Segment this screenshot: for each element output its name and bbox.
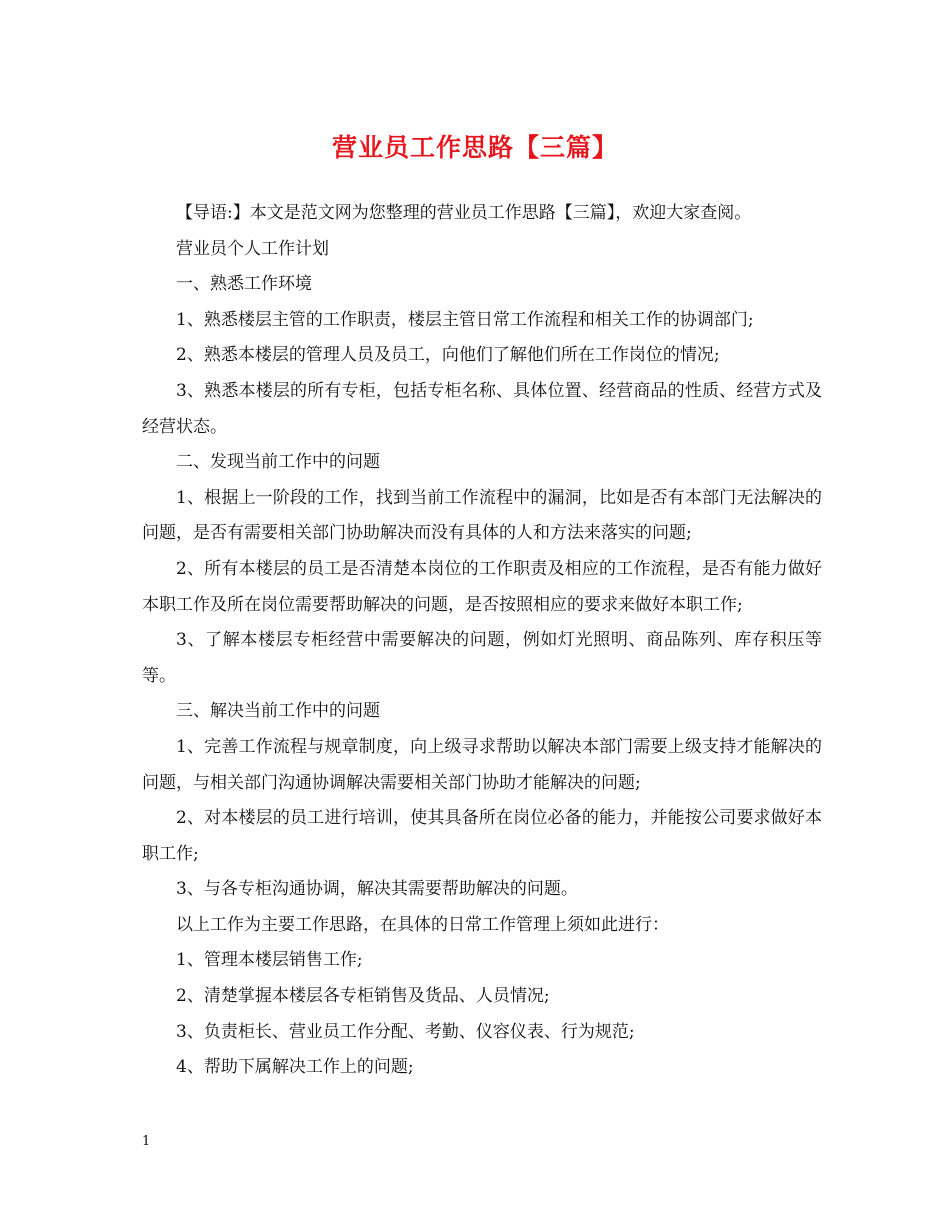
list-item: 3、熟悉本楼层的所有专柜，包括专柜名称、具体位置、经营商品的性质、经营方式及经营状态。 <box>142 380 822 437</box>
section-heading-3: 三、解决当前工作中的问题 <box>176 701 380 722</box>
list-item: 1、完善工作流程与规章制度，向上级寻求帮助以解决本部门需要上级支持才能解决的问题，与相关部门沟通协调解决需要相关部门协助才能解决的问题; <box>142 736 822 793</box>
list-item: 3、与各专柜沟通协调，解决其需要帮助解决的问题。 <box>176 879 578 900</box>
list-item: 3、负责柜长、营业员工作分配、考勤、仪容仪表、行为规范; <box>176 1021 635 1042</box>
list-item: 4、帮助下属解决工作上的问题; <box>176 1057 414 1078</box>
paragraph-intro: 【导语:】本文是范文网为您整理的营业员工作思路【三篇】，欢迎大家查阅。 <box>176 203 752 223</box>
paragraph-summary: 以上工作为主要工作思路，在具体的日常工作管理上须如此进行： <box>176 914 669 935</box>
list-item: 2、熟悉本楼层的管理人员及员工，向他们了解他们所在工作岗位的情况; <box>176 345 720 366</box>
list-item: 2、所有本楼层的员工是否清楚本岗位的工作职责及相应的工作流程，是否有能力做好本职工作及所在岗位需要帮助解决的问题，是否按照相应的要求来做好本职工作; <box>142 558 822 615</box>
section-heading-1: 一、熟悉工作环境 <box>176 274 312 295</box>
list-item: 2、清楚掌握本楼层各专柜销售及货品、人员情况; <box>176 986 550 1007</box>
document-body <box>142 196 822 1086</box>
page-number: 1 <box>142 1134 151 1149</box>
list-item: 1、根据上一阶段的工作，找到当前工作流程中的漏洞，比如是否有本部门无法解决的问题，是否有需要相关部门协助解决而没有具体的人和方法来落实的问题; <box>142 487 822 544</box>
list-item: 1、熟悉楼层主管的工作职责，楼层主管日常工作流程和相关工作的协调部门; <box>176 309 754 330</box>
document-title: 营业员工作思路【三篇】 <box>331 133 618 162</box>
list-item: 1、管理本楼层销售工作; <box>176 950 363 971</box>
section-heading-2: 二、发现当前工作中的问题 <box>176 452 380 473</box>
list-item: 2、对本楼层的员工进行培训，使其具备所在岗位必备的能力，并能按公司要求做好本职工作; <box>142 808 822 864</box>
list-item: 3、了解本楼层专柜经营中需要解决的问题，例如灯光照明、商品陈列、库存积压等等。 <box>142 630 822 686</box>
paragraph-subtitle: 营业员个人工作计划 <box>176 238 329 259</box>
